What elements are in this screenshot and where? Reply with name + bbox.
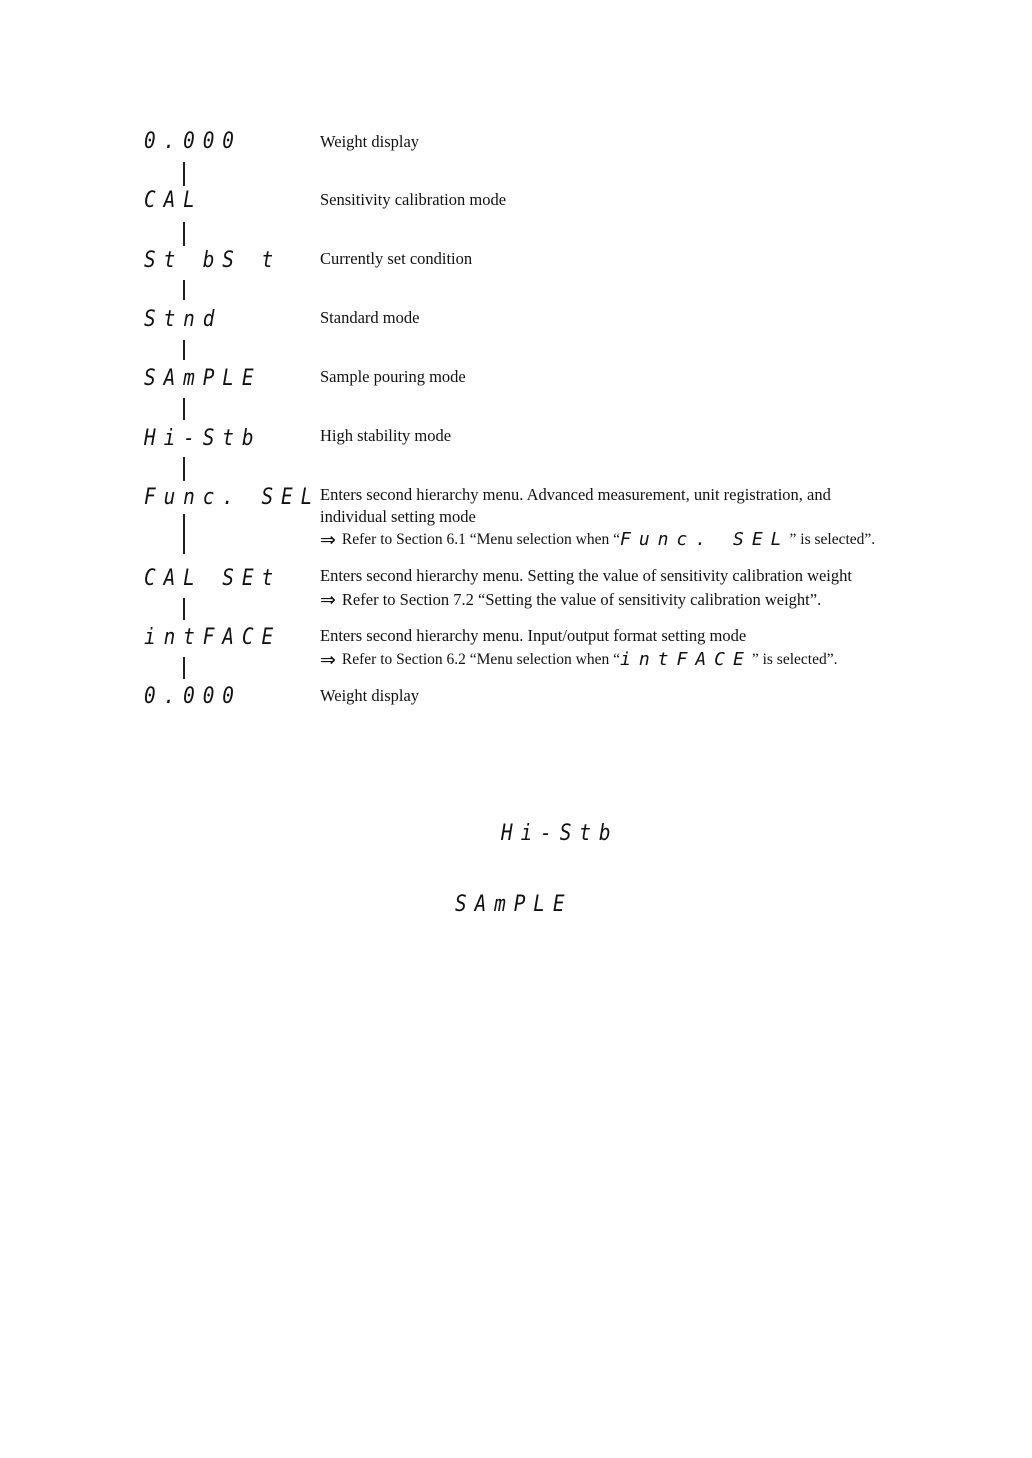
- segment-display-code: Hi-Stb: [144, 426, 262, 451]
- connector-line: [183, 514, 185, 554]
- row-description: Weight display: [320, 686, 420, 705]
- arrow-right-icon: ⇒: [320, 649, 336, 671]
- connector-line: [183, 222, 185, 246]
- row-description: High stability mode: [320, 426, 452, 445]
- section-reference[interactable]: ⇒ Refer to Section 6.1 “Menu selection when “ Func. SEL ” is selected”.: [320, 529, 876, 551]
- row-description: Weight display: [320, 132, 420, 151]
- segment-display-code-inline: intFACE: [619, 649, 752, 670]
- connector-line: [183, 280, 185, 300]
- row-description: Enters second hierarchy menu. Advanced measurement, unit registration, and: [320, 485, 831, 504]
- connector-line: [183, 657, 185, 679]
- segment-display-code: CAL: [144, 188, 203, 213]
- row-description: Enters second hierarchy menu. Input/output format setting mode: [320, 626, 747, 645]
- segment-display-code: 0.000: [144, 684, 242, 709]
- segment-display-code: St bS t: [144, 248, 282, 273]
- row-description: Currently set condition: [320, 249, 473, 268]
- segment-display-code: CAL SEt: [144, 566, 282, 591]
- row-description: Sensitivity calibration mode: [320, 190, 507, 209]
- arrow-right-icon: ⇒: [320, 529, 336, 551]
- arrow-right-icon: ⇒: [320, 589, 336, 611]
- section-reference[interactable]: ⇒ Refer to Section 7.2 “Setting the value of sensitivity calibration weight”.: [320, 589, 822, 611]
- connector-line: [183, 398, 185, 420]
- connector-line: [183, 162, 185, 186]
- floating-segment-code: Hi-Stb: [501, 821, 619, 846]
- connector-line: [183, 457, 185, 481]
- segment-display-code: Stnd: [144, 307, 223, 332]
- row-description: Standard mode: [320, 308, 420, 327]
- segment-display-code: intFACE: [144, 625, 282, 650]
- section-reference[interactable]: ⇒ Refer to Section 6.2 “Menu selection when “ intFACE ” is selected”.: [320, 649, 838, 671]
- segment-display-code: 0.000: [144, 129, 242, 154]
- connector-line: [183, 598, 185, 620]
- row-description: Sample pouring mode: [320, 367, 466, 386]
- segment-display-code-inline: Func. SEL: [619, 529, 790, 550]
- segment-display-code: SAmPLE: [144, 366, 262, 391]
- floating-segment-code: SAmPLE: [455, 892, 573, 917]
- segment-display-code: Func. SEL: [144, 485, 321, 510]
- row-description-line2: individual setting mode: [320, 507, 476, 526]
- connector-line: [183, 340, 185, 360]
- row-description: Enters second hierarchy menu. Setting the value of sensitivity calibration weight: [320, 566, 852, 585]
